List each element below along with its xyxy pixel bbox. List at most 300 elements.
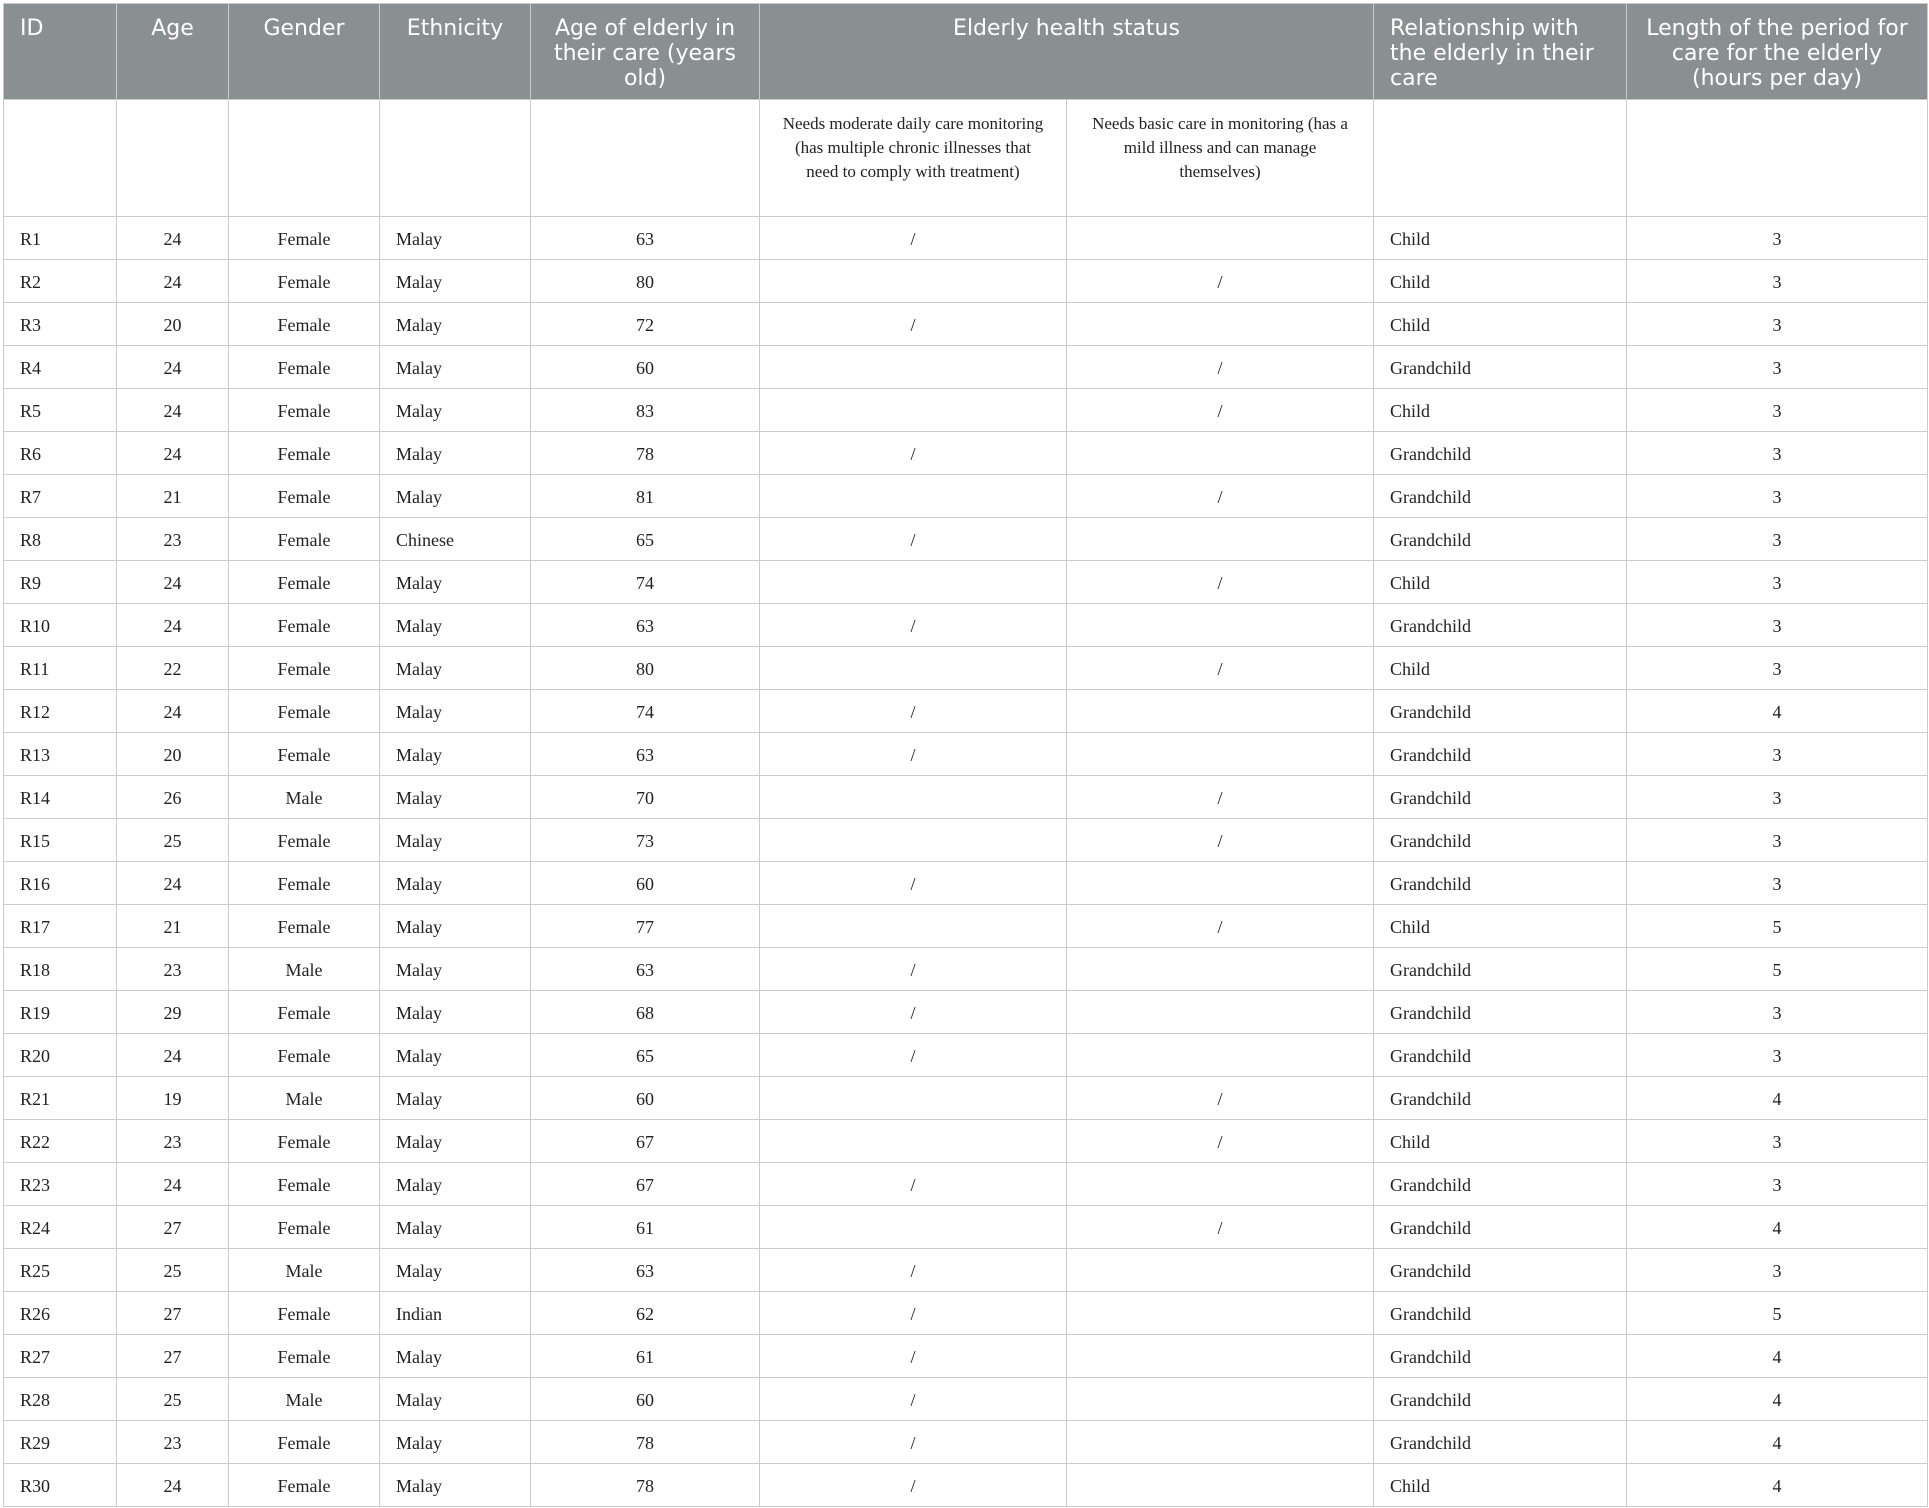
table-row	[4, 1077, 1928, 1120]
cell-elderly-age: 65	[531, 518, 760, 561]
cell-elderly-age: 63	[531, 733, 760, 776]
cell-care-hours: 3	[1627, 217, 1928, 260]
cell-care-hours: 3	[1627, 1163, 1928, 1206]
cell-care-hours: 3	[1627, 432, 1928, 475]
cell-relationship: Child	[1374, 260, 1627, 303]
cell-id: R12	[4, 690, 117, 733]
cell-moderate-care: /	[760, 862, 1067, 905]
header-care-length: Length of the period for care for the elderly (hours per day)	[1627, 4, 1928, 100]
participants-table	[3, 3, 1928, 1507]
cell-gender: Male	[229, 1378, 380, 1421]
cell-ethnicity: Malay	[380, 1421, 531, 1464]
cell-care-hours: 3	[1627, 604, 1928, 647]
cell-gender: Female	[229, 475, 380, 518]
cell-care-hours: 4	[1627, 1378, 1928, 1421]
cell-relationship: Grandchild	[1374, 862, 1627, 905]
cell-elderly-age: 67	[531, 1120, 760, 1163]
header-id: ID	[4, 4, 117, 100]
cell-moderate-care: /	[760, 217, 1067, 260]
cell-moderate-care	[760, 475, 1067, 518]
cell-basic-care	[1067, 733, 1374, 776]
table-row	[4, 776, 1928, 819]
cell-care-hours: 3	[1627, 561, 1928, 604]
cell-relationship: Child	[1374, 303, 1627, 346]
cell-gender: Female	[229, 1120, 380, 1163]
cell-relationship: Grandchild	[1374, 948, 1627, 991]
table-row	[4, 432, 1928, 475]
cell-age: 19	[117, 1077, 229, 1120]
cell-id: R24	[4, 1206, 117, 1249]
cell-care-hours: 3	[1627, 776, 1928, 819]
cell-care-hours: 5	[1627, 1292, 1928, 1335]
cell-moderate-care: /	[760, 1335, 1067, 1378]
cell-basic-care	[1067, 1163, 1374, 1206]
cell-basic-care	[1067, 991, 1374, 1034]
cell-ethnicity: Malay	[380, 217, 531, 260]
subheader-empty-cell	[1627, 100, 1928, 217]
cell-care-hours: 4	[1627, 1335, 1928, 1378]
cell-care-hours: 4	[1627, 1206, 1928, 1249]
table-row	[4, 346, 1928, 389]
cell-id: R6	[4, 432, 117, 475]
cell-elderly-age: 83	[531, 389, 760, 432]
table-row	[4, 604, 1928, 647]
cell-id: R8	[4, 518, 117, 561]
cell-basic-care	[1067, 1335, 1374, 1378]
table-row	[4, 1249, 1928, 1292]
cell-ethnicity: Malay	[380, 260, 531, 303]
cell-age: 27	[117, 1206, 229, 1249]
table-row	[4, 1421, 1928, 1464]
cell-gender: Female	[229, 1335, 380, 1378]
cell-moderate-care: /	[760, 1378, 1067, 1421]
cell-care-hours: 4	[1627, 1077, 1928, 1120]
cell-ethnicity: Indian	[380, 1292, 531, 1335]
table-body	[4, 100, 1928, 1507]
header-ethnicity: Ethnicity	[380, 4, 531, 100]
cell-care-hours: 3	[1627, 1120, 1928, 1163]
cell-basic-care: /	[1067, 260, 1374, 303]
cell-relationship: Grandchild	[1374, 1249, 1627, 1292]
cell-ethnicity: Malay	[380, 991, 531, 1034]
cell-elderly-age: 80	[531, 260, 760, 303]
cell-relationship: Grandchild	[1374, 819, 1627, 862]
cell-basic-care	[1067, 1378, 1374, 1421]
cell-elderly-age: 74	[531, 561, 760, 604]
cell-moderate-care	[760, 346, 1067, 389]
cell-ethnicity: Malay	[380, 690, 531, 733]
cell-elderly-age: 65	[531, 1034, 760, 1077]
cell-basic-care	[1067, 690, 1374, 733]
subheader-empty-cell	[117, 100, 229, 217]
cell-moderate-care	[760, 1077, 1067, 1120]
subheader-empty-cell	[1374, 100, 1627, 217]
cell-moderate-care: /	[760, 518, 1067, 561]
cell-gender: Female	[229, 862, 380, 905]
cell-relationship: Grandchild	[1374, 1292, 1627, 1335]
cell-care-hours: 5	[1627, 948, 1928, 991]
cell-relationship: Grandchild	[1374, 1421, 1627, 1464]
cell-id: R25	[4, 1249, 117, 1292]
cell-age: 24	[117, 346, 229, 389]
cell-id: R1	[4, 217, 117, 260]
subheader-empty-cell	[380, 100, 531, 217]
cell-moderate-care: /	[760, 303, 1067, 346]
cell-gender: Female	[229, 647, 380, 690]
cell-id: R5	[4, 389, 117, 432]
cell-gender: Female	[229, 217, 380, 260]
cell-gender: Female	[229, 1464, 380, 1507]
cell-care-hours: 3	[1627, 475, 1928, 518]
cell-moderate-care: /	[760, 991, 1067, 1034]
cell-basic-care	[1067, 1464, 1374, 1507]
cell-ethnicity: Malay	[380, 1464, 531, 1507]
cell-elderly-age: 60	[531, 862, 760, 905]
cell-id: R21	[4, 1077, 117, 1120]
header-relationship: Relationship with the elderly in their care	[1374, 4, 1627, 100]
cell-gender: Female	[229, 991, 380, 1034]
cell-age: 24	[117, 1464, 229, 1507]
cell-elderly-age: 61	[531, 1206, 760, 1249]
cell-age: 23	[117, 948, 229, 991]
cell-age: 24	[117, 1034, 229, 1077]
cell-relationship: Grandchild	[1374, 1206, 1627, 1249]
cell-age: 24	[117, 561, 229, 604]
cell-relationship: Grandchild	[1374, 475, 1627, 518]
cell-elderly-age: 72	[531, 303, 760, 346]
cell-ethnicity: Malay	[380, 604, 531, 647]
cell-basic-care: /	[1067, 561, 1374, 604]
cell-care-hours: 3	[1627, 1034, 1928, 1077]
cell-basic-care	[1067, 862, 1374, 905]
cell-moderate-care	[760, 561, 1067, 604]
cell-ethnicity: Malay	[380, 1034, 531, 1077]
cell-elderly-age: 78	[531, 1421, 760, 1464]
subheader-empty-cell	[531, 100, 760, 217]
header-health-status: Elderly health status	[760, 4, 1374, 100]
cell-ethnicity: Malay	[380, 1249, 531, 1292]
cell-ethnicity: Malay	[380, 647, 531, 690]
cell-elderly-age: 74	[531, 690, 760, 733]
cell-relationship: Child	[1374, 217, 1627, 260]
cell-id: R15	[4, 819, 117, 862]
cell-id: R20	[4, 1034, 117, 1077]
cell-relationship: Grandchild	[1374, 1378, 1627, 1421]
header-row	[4, 4, 1928, 100]
cell-age: 29	[117, 991, 229, 1034]
cell-age: 24	[117, 260, 229, 303]
cell-elderly-age: 77	[531, 905, 760, 948]
cell-basic-care: /	[1067, 1120, 1374, 1163]
cell-relationship: Child	[1374, 561, 1627, 604]
cell-gender: Female	[229, 604, 380, 647]
table-row	[4, 733, 1928, 776]
cell-id: R16	[4, 862, 117, 905]
cell-id: R11	[4, 647, 117, 690]
table-row	[4, 690, 1928, 733]
header-gender: Gender	[229, 4, 380, 100]
cell-ethnicity: Malay	[380, 432, 531, 475]
cell-basic-care: /	[1067, 776, 1374, 819]
cell-relationship: Grandchild	[1374, 1034, 1627, 1077]
cell-ethnicity: Malay	[380, 1335, 531, 1378]
cell-relationship: Grandchild	[1374, 518, 1627, 561]
cell-basic-care	[1067, 604, 1374, 647]
cell-gender: Female	[229, 733, 380, 776]
cell-relationship: Grandchild	[1374, 604, 1627, 647]
cell-elderly-age: 78	[531, 432, 760, 475]
cell-age: 24	[117, 1163, 229, 1206]
cell-moderate-care: /	[760, 604, 1067, 647]
cell-basic-care: /	[1067, 1206, 1374, 1249]
cell-ethnicity: Malay	[380, 1120, 531, 1163]
cell-age: 25	[117, 819, 229, 862]
subheader-row	[4, 100, 1928, 217]
cell-basic-care	[1067, 217, 1374, 260]
cell-age: 20	[117, 303, 229, 346]
cell-relationship: Grandchild	[1374, 776, 1627, 819]
cell-relationship: Grandchild	[1374, 690, 1627, 733]
cell-care-hours: 4	[1627, 690, 1928, 733]
header-elderly-age: Age of elderly in their care (years old)	[531, 4, 760, 100]
cell-relationship: Grandchild	[1374, 346, 1627, 389]
cell-moderate-care: /	[760, 1292, 1067, 1335]
cell-ethnicity: Malay	[380, 776, 531, 819]
cell-gender: Female	[229, 260, 380, 303]
cell-moderate-care	[760, 389, 1067, 432]
cell-gender: Female	[229, 561, 380, 604]
cell-care-hours: 3	[1627, 260, 1928, 303]
table-row	[4, 260, 1928, 303]
cell-gender: Female	[229, 389, 380, 432]
cell-ethnicity: Malay	[380, 303, 531, 346]
cell-moderate-care: /	[760, 1421, 1067, 1464]
cell-ethnicity: Chinese	[380, 518, 531, 561]
table-row	[4, 303, 1928, 346]
cell-basic-care	[1067, 948, 1374, 991]
cell-ethnicity: Malay	[380, 346, 531, 389]
table-row	[4, 389, 1928, 432]
cell-relationship: Child	[1374, 1464, 1627, 1507]
table-row	[4, 1378, 1928, 1421]
table-row	[4, 1120, 1928, 1163]
cell-basic-care	[1067, 1249, 1374, 1292]
subheader-basic-care: Needs basic care in monitoring (has a mild illness and can manage themselves)	[1067, 100, 1374, 217]
cell-moderate-care	[760, 776, 1067, 819]
cell-basic-care: /	[1067, 346, 1374, 389]
cell-moderate-care	[760, 260, 1067, 303]
cell-basic-care	[1067, 1292, 1374, 1335]
cell-moderate-care: /	[760, 1163, 1067, 1206]
cell-basic-care	[1067, 518, 1374, 561]
cell-id: R3	[4, 303, 117, 346]
cell-care-hours: 3	[1627, 518, 1928, 561]
cell-elderly-age: 70	[531, 776, 760, 819]
cell-gender: Female	[229, 1421, 380, 1464]
cell-basic-care: /	[1067, 647, 1374, 690]
cell-age: 24	[117, 690, 229, 733]
table-row	[4, 1292, 1928, 1335]
cell-id: R29	[4, 1421, 117, 1464]
cell-age: 25	[117, 1249, 229, 1292]
cell-elderly-age: 60	[531, 1378, 760, 1421]
cell-ethnicity: Malay	[380, 819, 531, 862]
cell-ethnicity: Malay	[380, 905, 531, 948]
cell-basic-care	[1067, 432, 1374, 475]
cell-id: R13	[4, 733, 117, 776]
cell-basic-care: /	[1067, 819, 1374, 862]
cell-care-hours: 4	[1627, 1464, 1928, 1507]
cell-id: R17	[4, 905, 117, 948]
table-row	[4, 647, 1928, 690]
cell-age: 24	[117, 862, 229, 905]
cell-relationship: Child	[1374, 647, 1627, 690]
cell-elderly-age: 80	[531, 647, 760, 690]
cell-elderly-age: 60	[531, 346, 760, 389]
cell-elderly-age: 73	[531, 819, 760, 862]
table-row	[4, 475, 1928, 518]
cell-moderate-care: /	[760, 1464, 1067, 1507]
cell-gender: Female	[229, 303, 380, 346]
cell-gender: Male	[229, 1077, 380, 1120]
cell-ethnicity: Malay	[380, 948, 531, 991]
cell-care-hours: 3	[1627, 303, 1928, 346]
cell-moderate-care: /	[760, 733, 1067, 776]
cell-age: 23	[117, 518, 229, 561]
cell-elderly-age: 81	[531, 475, 760, 518]
cell-ethnicity: Malay	[380, 1206, 531, 1249]
cell-age: 23	[117, 1421, 229, 1464]
cell-id: R28	[4, 1378, 117, 1421]
cell-elderly-age: 63	[531, 948, 760, 991]
cell-id: R4	[4, 346, 117, 389]
cell-age: 25	[117, 1378, 229, 1421]
cell-elderly-age: 63	[531, 1249, 760, 1292]
cell-age: 27	[117, 1335, 229, 1378]
cell-gender: Female	[229, 346, 380, 389]
cell-age: 26	[117, 776, 229, 819]
cell-id: R7	[4, 475, 117, 518]
cell-gender: Female	[229, 432, 380, 475]
cell-basic-care: /	[1067, 905, 1374, 948]
cell-ethnicity: Malay	[380, 733, 531, 776]
cell-elderly-age: 60	[531, 1077, 760, 1120]
table-row	[4, 1206, 1928, 1249]
cell-relationship: Child	[1374, 389, 1627, 432]
cell-relationship: Grandchild	[1374, 1163, 1627, 1206]
cell-care-hours: 4	[1627, 1421, 1928, 1464]
cell-ethnicity: Malay	[380, 561, 531, 604]
cell-age: 24	[117, 217, 229, 260]
cell-elderly-age: 63	[531, 217, 760, 260]
cell-moderate-care	[760, 819, 1067, 862]
cell-ethnicity: Malay	[380, 862, 531, 905]
cell-care-hours: 3	[1627, 1249, 1928, 1292]
cell-gender: Female	[229, 1206, 380, 1249]
cell-age: 24	[117, 389, 229, 432]
cell-relationship: Grandchild	[1374, 991, 1627, 1034]
table-row	[4, 1335, 1928, 1378]
cell-ethnicity: Malay	[380, 389, 531, 432]
cell-age: 22	[117, 647, 229, 690]
table-row	[4, 862, 1928, 905]
cell-gender: Male	[229, 1249, 380, 1292]
subheader-moderate-care: Needs moderate daily care monitoring (has multiple chronic illnesses that need to comply with treatment)	[760, 100, 1067, 217]
cell-id: R22	[4, 1120, 117, 1163]
cell-basic-care	[1067, 1034, 1374, 1077]
cell-elderly-age: 63	[531, 604, 760, 647]
cell-elderly-age: 68	[531, 991, 760, 1034]
cell-care-hours: 3	[1627, 346, 1928, 389]
cell-care-hours: 3	[1627, 733, 1928, 776]
cell-id: R10	[4, 604, 117, 647]
cell-relationship: Grandchild	[1374, 1077, 1627, 1120]
cell-relationship: Child	[1374, 905, 1627, 948]
cell-age: 24	[117, 432, 229, 475]
cell-care-hours: 3	[1627, 862, 1928, 905]
table-row	[4, 217, 1928, 260]
cell-gender: Female	[229, 1292, 380, 1335]
cell-elderly-age: 67	[531, 1163, 760, 1206]
cell-moderate-care	[760, 1206, 1067, 1249]
cell-moderate-care: /	[760, 432, 1067, 475]
cell-care-hours: 3	[1627, 647, 1928, 690]
cell-care-hours: 5	[1627, 905, 1928, 948]
cell-id: R19	[4, 991, 117, 1034]
cell-gender: Female	[229, 819, 380, 862]
cell-basic-care	[1067, 303, 1374, 346]
table-row	[4, 1464, 1928, 1507]
cell-relationship: Child	[1374, 1120, 1627, 1163]
cell-id: R18	[4, 948, 117, 991]
cell-id: R30	[4, 1464, 117, 1507]
cell-moderate-care: /	[760, 1034, 1067, 1077]
cell-moderate-care	[760, 647, 1067, 690]
cell-moderate-care	[760, 1120, 1067, 1163]
cell-care-hours: 3	[1627, 991, 1928, 1034]
cell-age: 21	[117, 905, 229, 948]
cell-id: R26	[4, 1292, 117, 1335]
cell-id: R14	[4, 776, 117, 819]
cell-relationship: Grandchild	[1374, 1335, 1627, 1378]
cell-gender: Female	[229, 1163, 380, 1206]
cell-basic-care	[1067, 1421, 1374, 1464]
cell-gender: Female	[229, 1034, 380, 1077]
cell-care-hours: 3	[1627, 819, 1928, 862]
table-row	[4, 991, 1928, 1034]
header-age: Age	[117, 4, 229, 100]
cell-care-hours: 3	[1627, 389, 1928, 432]
table-row	[4, 948, 1928, 991]
cell-age: 20	[117, 733, 229, 776]
table-row	[4, 819, 1928, 862]
cell-ethnicity: Malay	[380, 475, 531, 518]
cell-id: R23	[4, 1163, 117, 1206]
table-row	[4, 518, 1928, 561]
cell-basic-care: /	[1067, 475, 1374, 518]
cell-id: R2	[4, 260, 117, 303]
cell-relationship: Grandchild	[1374, 432, 1627, 475]
cell-age: 23	[117, 1120, 229, 1163]
cell-gender: Female	[229, 690, 380, 733]
cell-gender: Male	[229, 948, 380, 991]
cell-ethnicity: Malay	[380, 1163, 531, 1206]
table-row	[4, 905, 1928, 948]
cell-basic-care: /	[1067, 1077, 1374, 1120]
cell-gender: Female	[229, 518, 380, 561]
cell-age: 24	[117, 604, 229, 647]
cell-gender: Male	[229, 776, 380, 819]
